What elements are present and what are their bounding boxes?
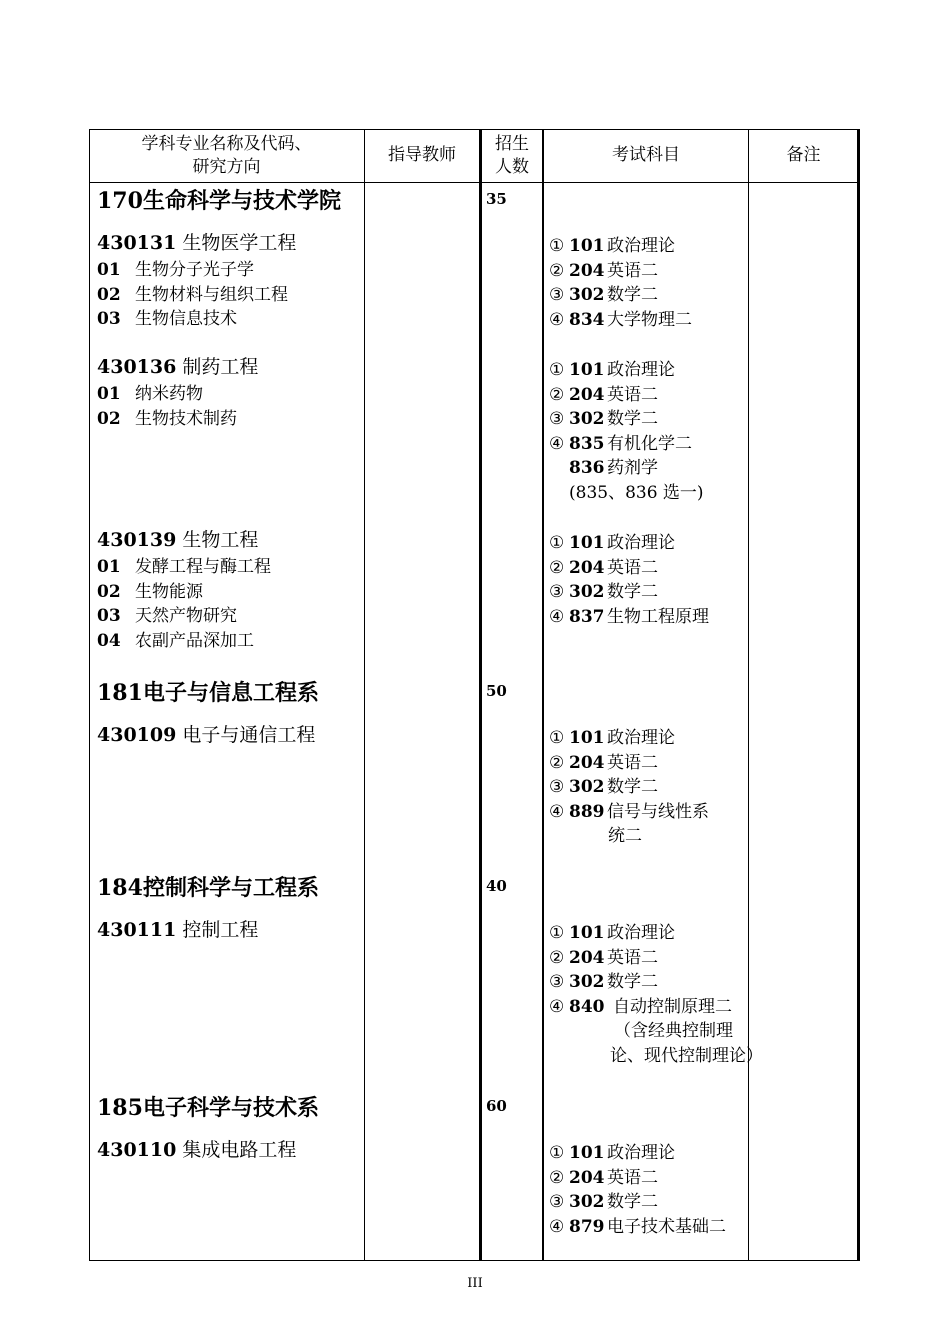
major-title [97, 228, 296, 255]
exam-code: 302 [569, 285, 605, 306]
direction-name: 生物分子光子学 [135, 260, 254, 280]
enrollment-quota: 50 [486, 682, 507, 700]
major-title [97, 352, 258, 379]
exam-subject [549, 429, 692, 454]
exam-index: ④ [549, 801, 565, 822]
department-code: 184 [97, 875, 143, 901]
exam-name: 药剂学 [607, 458, 658, 479]
department-name: 电子与信息工程系 [142, 681, 319, 706]
exam-subject [549, 748, 658, 773]
research-direction [97, 626, 254, 651]
exam-code: 101 [569, 923, 605, 943]
header-divider [89, 182, 860, 183]
exam-index: ② [549, 1167, 565, 1188]
exam-index: ① [549, 728, 565, 748]
exam-name: 政治理论 [607, 360, 675, 380]
exam-code: 101 [569, 360, 605, 380]
exam-subject [549, 355, 675, 380]
header-remark: 备注 [786, 145, 821, 165]
exam-code: 302 [569, 972, 605, 993]
major-name: 制药工程 [182, 356, 259, 378]
exam-name: 政治理论 [607, 1143, 675, 1163]
header-exam: 考试科目 [612, 145, 680, 165]
exam-subject [549, 553, 658, 578]
department-title [97, 871, 319, 902]
exam-subject [549, 943, 658, 968]
exam-name: 政治理论 [607, 533, 675, 553]
major-title [97, 1135, 296, 1162]
exam-code: 840 [569, 996, 605, 1017]
exam-name: 信号与线性系 [607, 801, 709, 822]
exam-code: 101 [569, 533, 605, 553]
exam-name: 英语二 [607, 384, 658, 405]
exam-code: 836 [569, 458, 605, 479]
exam-subject [549, 1212, 726, 1237]
exam-index: ③ [549, 1192, 565, 1213]
exam-index: ④ [549, 1216, 565, 1237]
exam-index: ① [549, 923, 565, 943]
exam-subject [549, 918, 675, 943]
department-title [97, 676, 319, 707]
exam-code: 204 [569, 557, 605, 578]
exam-subject [549, 797, 709, 822]
exam-index: ① [549, 533, 565, 553]
exam-index: ④ [549, 309, 565, 330]
direction-name: 生物技术制药 [135, 408, 237, 429]
exam-name: 英语二 [607, 1167, 658, 1188]
direction-name: 纳米药物 [135, 384, 203, 404]
exam-name: 政治理论 [607, 728, 675, 748]
direction-name: 发酵工程与酶工程 [135, 557, 271, 577]
exam-index: ② [549, 557, 565, 578]
major-code: 430131 [97, 232, 177, 254]
major-code: 430111 [97, 919, 177, 941]
direction-number: 04 [97, 630, 121, 651]
exam-code: 204 [569, 1167, 605, 1188]
exam-subject [549, 723, 675, 748]
enrollment-quota: 40 [486, 877, 507, 895]
research-direction [97, 304, 237, 329]
exam-subject [549, 772, 658, 797]
direction-number: 01 [97, 557, 121, 577]
exam-subject [549, 992, 732, 1017]
major-title [97, 525, 258, 552]
header-quota [482, 129, 542, 182]
column-divider [364, 129, 365, 1261]
department-name: 控制科学与工程系 [142, 876, 319, 901]
major-code: 430136 [97, 356, 177, 378]
header-quota-line2: 人数 [495, 156, 529, 177]
exam-code: 835 [569, 433, 605, 454]
exam-name: 英语二 [607, 557, 658, 578]
exam-name-continued: 论、现代控制理论） [610, 1046, 763, 1066]
exam-subject [549, 577, 658, 602]
exam-name: 电子技术基础二 [607, 1216, 726, 1237]
exam-index: ③ [549, 285, 565, 306]
major-name: 生物工程 [182, 529, 259, 551]
header-major [89, 129, 364, 182]
exam-subject [549, 231, 675, 256]
header-major-line2: 研究方向 [192, 156, 261, 177]
exam-subject [549, 256, 658, 281]
exam-name: 数学二 [607, 1192, 658, 1213]
department-title [97, 1091, 319, 1122]
exam-subject [549, 528, 675, 553]
header-quota-line1: 招生 [495, 133, 529, 154]
department-title [97, 184, 341, 215]
exam-name: 数学二 [607, 777, 658, 798]
exam-name-continued: 统二 [608, 826, 642, 847]
exam-name: 数学二 [607, 582, 658, 603]
exam-subject [549, 1138, 675, 1163]
exam-index: ② [549, 384, 565, 405]
enrollment-quota: 35 [486, 190, 507, 208]
direction-number: 03 [97, 309, 121, 330]
exam-name: 数学二 [607, 972, 658, 993]
exam-index: ① [549, 360, 565, 380]
direction-number: 03 [97, 606, 121, 627]
exam-index: ② [549, 947, 565, 968]
exam-name-continued: （含经典控制理 [614, 1021, 733, 1042]
exam-index: ④ [549, 996, 565, 1017]
department-name: 电子科学与技术系 [142, 1096, 319, 1121]
research-direction [97, 601, 237, 626]
exam-code: 204 [569, 947, 605, 968]
exam-name: 英语二 [607, 947, 658, 968]
major-name: 集成电路工程 [182, 1139, 297, 1161]
exam-index: ② [549, 260, 565, 281]
exam-subject [549, 453, 658, 478]
direction-number: 02 [97, 284, 121, 305]
exam-code: 879 [569, 1216, 605, 1237]
research-direction [97, 280, 288, 305]
direction-name: 天然产物研究 [135, 606, 237, 627]
exam-subject [549, 967, 658, 992]
exam-subject [549, 380, 658, 405]
column-divider [542, 129, 544, 1261]
direction-number: 01 [97, 384, 121, 404]
exam-subject [549, 305, 692, 330]
exam-name: 大学物理二 [607, 309, 692, 330]
exam-code: 889 [569, 801, 605, 822]
direction-name: 生物信息技术 [135, 309, 237, 330]
exam-name: 数学二 [607, 285, 658, 306]
exam-subject [549, 1187, 658, 1212]
exam-name: 英语二 [607, 752, 658, 773]
exam-name: 自动控制原理二 [613, 996, 732, 1017]
exam-choice-note: (835、836 选一) [569, 483, 704, 503]
exam-code: 837 [569, 606, 605, 627]
department-code: 185 [97, 1095, 143, 1121]
column-divider [748, 129, 749, 1261]
research-direction [97, 404, 237, 429]
research-direction [97, 255, 254, 280]
exam-name: 生物工程原理 [607, 606, 709, 627]
exam-index: ③ [549, 409, 565, 430]
major-title [97, 915, 258, 942]
direction-name: 生物能源 [135, 581, 203, 602]
exam-code: 101 [569, 236, 605, 256]
exam-code: 302 [569, 409, 605, 430]
major-title [97, 720, 315, 747]
header-major-line1: 学科专业名称及代码、 [141, 133, 312, 154]
direction-name: 生物材料与组织工程 [135, 284, 288, 305]
research-direction [97, 552, 271, 577]
exam-name: 有机化学二 [607, 433, 692, 454]
exam-index: ④ [549, 606, 565, 627]
direction-name: 农副产品深加工 [135, 630, 254, 651]
research-direction [97, 379, 203, 404]
exam-name: 政治理论 [607, 236, 675, 256]
exam-index: ① [549, 236, 565, 256]
major-code: 430139 [97, 529, 177, 551]
exam-code: 101 [569, 1143, 605, 1163]
direction-number: 02 [97, 581, 121, 602]
exam-index: ③ [549, 582, 565, 603]
exam-name: 数学二 [607, 409, 658, 430]
enrollment-quota: 60 [486, 1097, 507, 1115]
department-name: 生命科学与技术学院 [142, 189, 341, 214]
exam-name: 政治理论 [607, 923, 675, 943]
major-code: 430109 [97, 724, 177, 746]
exam-index: ① [549, 1143, 565, 1163]
exam-code: 101 [569, 728, 605, 748]
exam-index: ③ [549, 972, 565, 993]
exam-index: ③ [549, 777, 565, 798]
exam-subject [549, 280, 658, 305]
exam-index: ② [549, 752, 565, 773]
department-code: 181 [97, 680, 143, 706]
direction-number: 02 [97, 408, 121, 429]
exam-code: 302 [569, 582, 605, 603]
exam-subject [549, 1163, 658, 1188]
exam-name: 英语二 [607, 260, 658, 281]
page-number: III [467, 1276, 483, 1291]
exam-code: 204 [569, 752, 605, 773]
exam-code: 834 [569, 309, 605, 330]
exam-code: 204 [569, 260, 605, 281]
exam-index: ④ [549, 433, 565, 454]
column-divider [479, 129, 482, 1261]
exam-subject [549, 602, 709, 627]
major-code: 430110 [97, 1139, 177, 1161]
header-advisor: 指导教师 [388, 145, 456, 165]
exam-code: 302 [569, 777, 605, 798]
major-name: 电子与通信工程 [182, 724, 316, 746]
major-name: 生物医学工程 [182, 232, 297, 254]
department-code: 170 [97, 188, 143, 214]
research-direction [97, 577, 203, 602]
direction-number: 01 [97, 260, 121, 280]
exam-code: 302 [569, 1192, 605, 1213]
major-name: 控制工程 [182, 919, 259, 941]
exam-code: 204 [569, 384, 605, 405]
exam-subject [549, 404, 658, 429]
